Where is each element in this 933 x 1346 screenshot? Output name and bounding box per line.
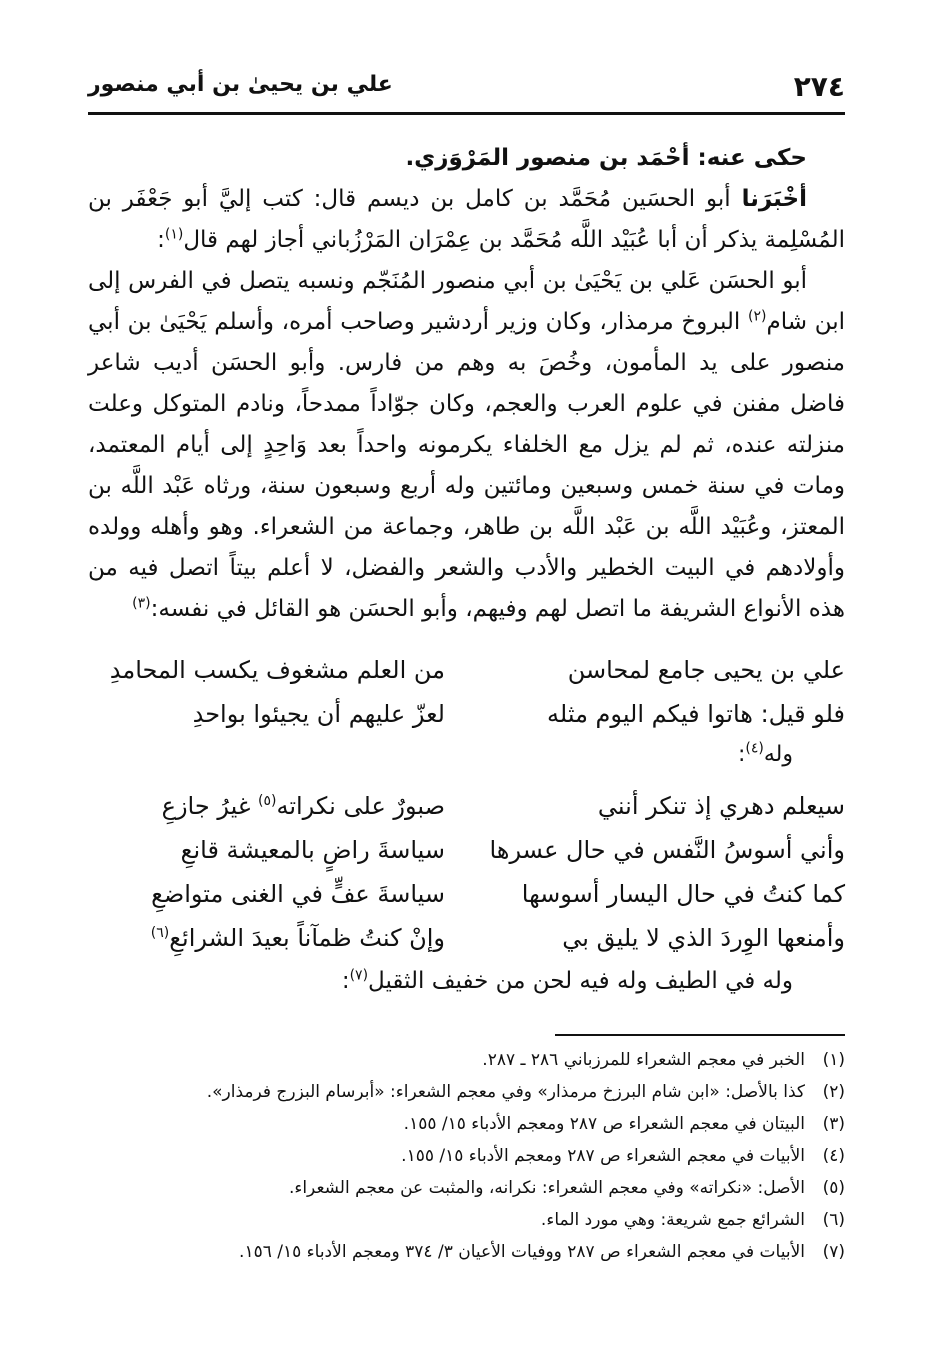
paragraph-3: أبو الحسَن عَلي بن يَحْيَىٰ بن أبي منصور المُنَجّم ونسبه يتصل في الفرس إلى ابن شام$^{(٢)}$ البروخ مرمذار، وكان وزير أردشير وصاحب أمره، وأسلم يَحْيَىٰ بن أبي منصور على يد المأمون، وخُصَ به وهم من فارس. وأبو الحسَن أديب شاعر فاضل مفنن في علوم العرب والعجم، وكان جوّاداً ممدحاً، ونادم المتوكل وعلت منزلته عنده، ثم لم يزل مع الخلفاء يكرمونه واحداً بعد وَاحِدٍ إلى أيام المعتمد، ومات في سنة خمس وسبعين ومائتين وله أربع وسبعون سنة، ورثاه عَبْد اللَّه بن المعتز، وعُبَيْد اللَّه بن عَبْد اللَّه بن طاهر، وجماعة من الشعراء. وهو وأهله وولده وأولادهم في البيت الخطير والأدب والشعر والفضل، لا أعلم بيتاً اتصل فيه من هذه الأنواع الشريفة ما اتصل لهم وفيهم، وأبو الحسَن هو القائل في نفسه:$^{(٣)}$ xyxy=(88,268,845,622)
verse-first-half: علي بن يحيى جامع لمحاسن xyxy=(567,656,845,684)
verse-first-half: فلو قيل: هاتوا فيكم اليوم مثله xyxy=(547,700,845,728)
footnote xyxy=(88,1204,845,1236)
paragraph-1: حكى عنه: أحْمَد بن منصور المَرْوَزي. xyxy=(405,145,807,171)
verse-second-half: صبورٌ على نكراته$^{(٥)}$ غيرُ جازعِ xyxy=(161,792,445,820)
poem-2 xyxy=(88,792,845,968)
footnote-ref[interactable]: (٣) xyxy=(132,595,151,612)
footnote-number: (٦) xyxy=(822,1210,845,1230)
verse-second-half: لعزّ عليهم أن يجيئوا بواحدِ xyxy=(192,700,445,728)
verse xyxy=(88,792,845,836)
paragraph-2: أخْبَرَنا أبو الحسَين مُحَمَّد بن كامل بن ديسم قال: كتب إليَّ أبو جَعْفَر بن المُسْلِمة يذكر أن أبا عُبَيْد اللَّه مُحَمَّد بن عِمْرَان المَرْزُباني أجاز لهم قال$^{(١)}$: xyxy=(88,186,845,253)
footnote-number: (٧) xyxy=(822,1242,845,1262)
footnote xyxy=(88,1108,845,1140)
footnote-text: الأبيات في معجم الشعراء ص ٢٨٧ ووفيات الأعيان ٣/ ٣٧٤ ومعجم الأدباء ١٥/ ١٥٦. xyxy=(239,1242,805,1262)
verse xyxy=(88,656,845,700)
header-rule xyxy=(88,112,845,115)
footnote-text: الشرائع جمع شريعة: وهي مورد الماء. xyxy=(540,1210,805,1230)
footnote-number: (٣) xyxy=(822,1114,845,1134)
poem-2-intro: وله$^{(٤)}$: xyxy=(737,740,793,767)
page-header xyxy=(88,62,845,110)
footnote-ref[interactable]: (٤) xyxy=(745,740,764,757)
poem-1 xyxy=(88,656,845,744)
footnote-ref[interactable]: (٢) xyxy=(748,308,767,325)
footnote-ref[interactable]: (٦) xyxy=(150,925,170,941)
footnote-ref[interactable]: (٧) xyxy=(349,967,369,984)
closing-line: وله في الطيف وله فيه لحن من خفيف الثقيل$^{(٧)}$: xyxy=(341,967,793,994)
main-text xyxy=(88,138,845,630)
page-number: ٢٧٤ xyxy=(793,70,845,103)
footnote-number: (٤) xyxy=(822,1146,845,1166)
verse xyxy=(88,924,845,968)
footnote-text: الأبيات في معجم الشعراء ص ٢٨٧ ومعجم الأدباء ١٥/ ١٥٥. xyxy=(401,1146,805,1166)
verse-first-half: سيعلم دهري إذ تنكر أنني xyxy=(597,792,845,820)
verse xyxy=(88,880,845,924)
paragraph-lead: أخْبَرَنا xyxy=(741,186,807,212)
footnote xyxy=(88,1044,845,1076)
footnote xyxy=(88,1076,845,1108)
footnote-text: الأصل: «نكراته» وفي معجم الشعراء: نكرانه، والمثبت عن معجم الشعراء. xyxy=(288,1178,805,1198)
footnote-number: (٢) xyxy=(822,1082,845,1102)
verse-second-half: سياسةَ عفٍّ في الغنى متواضعِ xyxy=(151,880,445,908)
verse-second-half: سياسةَ راضٍ بالمعيشة قانعِ xyxy=(180,836,445,864)
footnotes xyxy=(88,1044,845,1268)
verse-second-half: من العلم مشغوف يكسب المحامدِ xyxy=(109,656,445,684)
footnote-number: (٥) xyxy=(822,1178,845,1198)
footnote-ref[interactable]: (١) xyxy=(164,226,184,243)
footnote xyxy=(88,1236,845,1268)
footnote xyxy=(88,1172,845,1204)
running-head: علي بن يحيىٰ بن أبي منصور xyxy=(88,72,393,97)
verse-first-half: كما كنتُ في حال اليسار أسوسها xyxy=(521,880,845,908)
footnote-text: الخبر في معجم الشعراء للمرزباني ٢٨٦ ـ ٢٨٧. xyxy=(482,1050,805,1070)
footnote-number: (١) xyxy=(822,1050,845,1070)
verse-first-half: وأمنعها الوِردَ الذي لا يليق بي xyxy=(562,924,845,952)
footnote-ref[interactable]: (٥) xyxy=(258,793,277,809)
verse-second-half: وإنْ كنتُ ظمآناً بعيدَ الشرائعِ$^{(٦)}$ xyxy=(150,924,445,952)
footnote-rule xyxy=(555,1034,845,1036)
footnote xyxy=(88,1140,845,1172)
verse xyxy=(88,700,845,744)
footnote-text: كذا بالأصل: «ابن شام البرزخ مرمذار» وفي معجم الشعراء: «أبرسام البزرج فرمذار». xyxy=(206,1082,805,1102)
verse-first-half: وأني أسوسُ النَّفس في حال عسرها xyxy=(489,836,845,864)
verse xyxy=(88,836,845,880)
footnote-text: البيتان في معجم الشعراء ص ٢٨٧ ومعجم الأدباء ١٥/ ١٥٥. xyxy=(403,1114,805,1134)
